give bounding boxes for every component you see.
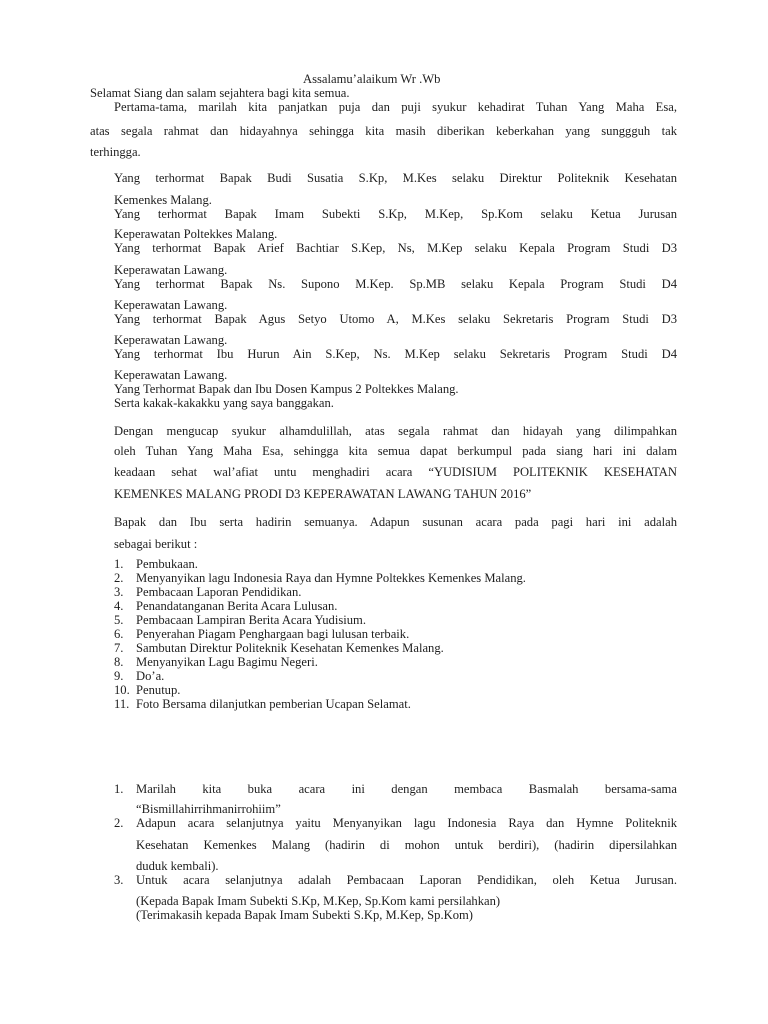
agenda-item: Sambutan Direktur Politeknik Kesehatan Kemenkes Malang.	[136, 641, 444, 655]
script-number: 3.	[114, 873, 124, 887]
respected-3: Yang terhormat Bapak Arief Bachtiar S.Kep, Ns, M.Kep selaku Kepala Program Studi D3	[114, 241, 677, 255]
agenda-item: Menyanyikan Lagu Bagimu Negeri.	[136, 655, 318, 669]
agenda-number: 2.	[114, 571, 124, 585]
respected-6-cont: Keperawatan Lawang.	[114, 368, 228, 382]
respected-2: Yang terhormat Bapak Imam Subekti S.Kp, M.Kep, Sp.Kom selaku Ketua Jurusan	[114, 207, 677, 221]
script-word: kita	[202, 782, 222, 796]
script-1-first-line	[136, 782, 677, 797]
agenda-item: Pembukaan.	[136, 557, 198, 571]
agenda-number: 6.	[114, 627, 124, 641]
script-number: 2.	[114, 816, 124, 830]
agenda-number: 4.	[114, 599, 124, 613]
agenda-number: 10.	[114, 683, 130, 697]
respected-4: Yang terhormat Bapak Ns. Supono M.Kep. Sp.MB selaku Kepala Program Studi D4	[114, 277, 677, 291]
script-word: membaca	[454, 782, 503, 796]
script-3-line-1: Untuk acara selanjutnya adalah Pembacaan Laporan Pendidikan, oleh Ketua Jurusan.	[136, 873, 677, 887]
respected-5: Yang terhormat Bapak Agus Setyo Utomo A, M.Kes selaku Sekretaris Program Studi D3	[114, 312, 677, 326]
agenda-number: 7.	[114, 641, 124, 655]
respected-6: Yang terhormat Ibu Hurun Ain S.Kep, Ns. M.Kep selaku Sekretaris Program Studi D4	[114, 347, 677, 361]
script-3-line-3: (Terimakasih kepada Bapak Imam Subekti S.Kp, M.Kep, Sp.Kom)	[136, 908, 473, 922]
script-word: Marilah	[136, 782, 176, 796]
agenda-number: 5.	[114, 613, 124, 627]
respected-2-cont: Keperawatan Poltekkes Malang.	[114, 227, 278, 241]
script-1-line-2: “Bismillahirrihmanirrohiim”	[136, 802, 281, 816]
greeting-line: Selamat Siang dan salam sejahtera bagi kita semua.	[90, 86, 350, 100]
agenda-intro-2: sebagai berikut :	[114, 537, 198, 551]
thanks-line-2: atas segala rahmat dan hidayahnya sehingga kita masih diberikan keberkahan yang sunggguh tak	[90, 124, 677, 138]
agenda-item: Menyanyikan lagu Indonesia Raya dan Hymne Poltekkes Kemenkes Malang.	[136, 571, 526, 585]
agenda-item: Penyerahan Piagam Penghargaan bagi lulusan terbaik.	[136, 627, 410, 641]
thanks-line-3: terhingga.	[90, 145, 141, 159]
script-2-line-3: duduk kembali).	[136, 859, 219, 873]
thanks-line-1: Pertama-tama, marilah kita panjatkan puja dan puji syukur kehadirat Tuhan Yang Maha Esa,	[114, 100, 677, 114]
respected-4-cont: Keperawatan Lawang.	[114, 298, 228, 312]
agenda-number: 8.	[114, 655, 124, 669]
respected-5-cont: Keperawatan Lawang.	[114, 333, 228, 347]
salam-title: Assalamu’alaikum Wr .Wb	[303, 72, 441, 86]
respected-seniors: Serta kakak-kakakku yang saya banggakan.	[114, 396, 334, 410]
respected-1-cont: Kemenkes Malang.	[114, 193, 212, 207]
script-word: ini	[351, 782, 365, 796]
agenda-item: Pembacaan Laporan Pendidikan.	[136, 585, 302, 599]
script-word: bersama-sama	[604, 782, 677, 796]
gratitude-line-3: keadaan sehat wal’afiat untu menghadiri acara “YUDISIUM POLITEKNIK KESEHATAN	[114, 465, 677, 479]
agenda-intro-1: Bapak dan Ibu serta hadirin semuanya. Adapun susunan acara pada pagi hari ini adalah	[114, 515, 677, 529]
script-2-line-2: Kesehatan Kemenkes Malang (hadirin di mohon untuk berdiri), (hadirin dipersilahkan	[136, 838, 677, 852]
agenda-item: Penandatanganan Berita Acara Lulusan.	[136, 599, 338, 613]
respected-3-cont: Keperawatan Lawang.	[114, 263, 228, 277]
script-word: Basmalah	[528, 782, 579, 796]
script-word: dengan	[391, 782, 428, 796]
script-word: buka	[247, 782, 273, 796]
gratitude-line-4: KEMENKES MALANG PRODI D3 KEPERAWATAN LAWANG TAHUN 2016”	[114, 487, 532, 501]
agenda-number: 11.	[114, 697, 130, 711]
script-number: 1.	[114, 782, 124, 796]
agenda-item: Pembacaan Lampiran Berita Acara Yudisium.	[136, 613, 366, 627]
agenda-item: Penutup.	[136, 683, 181, 697]
respected-lecturers: Yang Terhormat Bapak dan Ibu Dosen Kampus 2 Poltekkes Malang.	[114, 382, 459, 396]
agenda-number: 3.	[114, 585, 124, 599]
agenda-number: 9.	[114, 669, 124, 683]
agenda-number: 1.	[114, 557, 124, 571]
respected-1: Yang terhormat Bapak Budi Susatia S.Kp, M.Kes selaku Direktur Politeknik Kesehatan	[114, 171, 677, 185]
script-3-line-2: (Kepada Bapak Imam Subekti S.Kp, M.Kep, Sp.Kom kami persilahkan)	[136, 894, 501, 908]
gratitude-line-1: Dengan mengucap syukur alhamdulillah, atas segala rahmat dan hidayah yang dilimpahkan	[114, 424, 677, 438]
agenda-item: Do’a.	[136, 669, 165, 683]
agenda-item: Foto Bersama dilanjutkan pemberian Ucapan Selamat.	[136, 697, 411, 711]
script-word: acara	[298, 782, 326, 796]
script-2-line-1: Adapun acara selanjutnya yaitu Menyanyikan lagu Indonesia Raya dan Hymne Politeknik	[136, 816, 677, 830]
gratitude-line-2: oleh Tuhan Yang Maha Esa, sehingga kita semua dapat berkumpul pada siang hari ini dalam	[114, 444, 677, 458]
